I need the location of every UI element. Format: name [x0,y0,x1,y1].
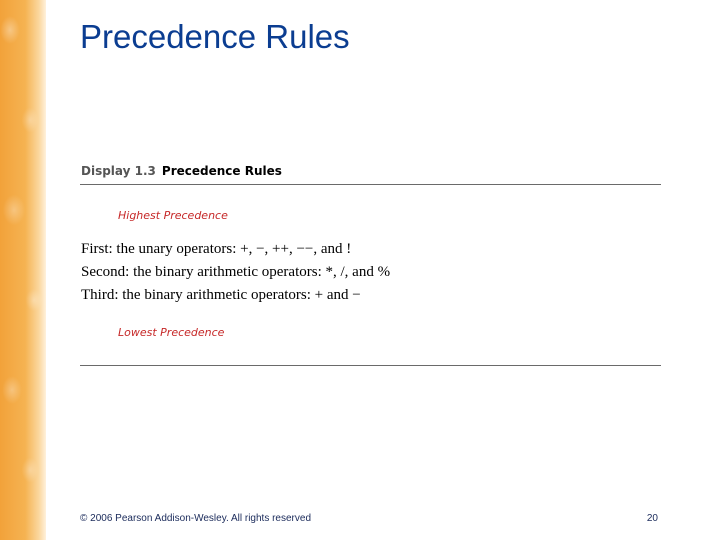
decorative-side-band [0,0,46,540]
rule-line-second: Second: the binary arithmetic operators: *, /, and % [81,264,391,280]
rule-line-third: Third: the binary arithmetic operators: + and − [81,287,361,303]
display-top-divider [80,184,661,185]
display-name: Precedence Rules [161,164,282,178]
slide-title: Precedence Rules [80,18,350,55]
footer-copyright: © 2006 Pearson Addison-Wesley. All rights reserved [80,513,312,524]
display-bottom-divider [80,365,661,366]
display-number: Display 1.3 [81,164,156,178]
lowest-precedence-label: Lowest Precedence [118,326,225,339]
display-caption [81,164,282,178]
highest-precedence-label: Highest Precedence [118,209,228,222]
page-number: 20 [646,513,658,524]
rule-line-first: First: the unary operators: +, −, ++, −−, and ! [81,241,352,257]
